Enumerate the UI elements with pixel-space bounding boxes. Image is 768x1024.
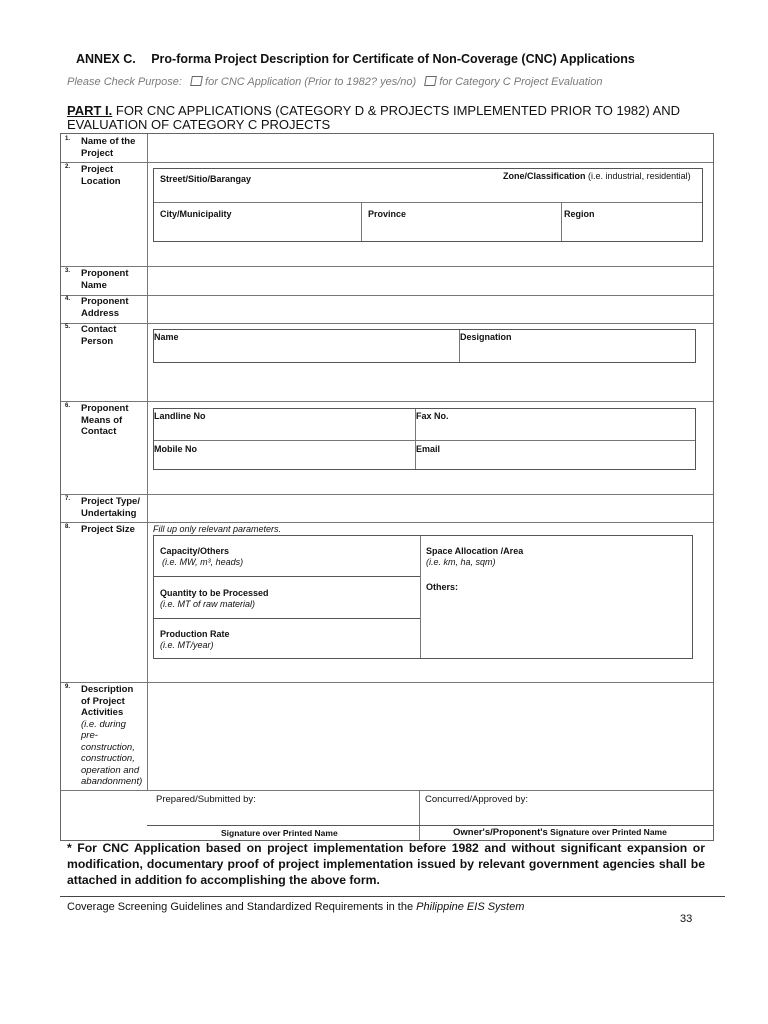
row-number: 6. (65, 403, 71, 409)
province-label: Province (368, 209, 407, 219)
prepared-by-label: Prepared/Submitted by: (156, 794, 256, 805)
row-number: 8. (65, 524, 71, 530)
region-label: Region (564, 209, 595, 219)
concurred-by-label: Concurred/Approved by: (425, 794, 528, 805)
label-means-text: Proponent Means of Contact (81, 403, 129, 437)
landline-label: Landline No (154, 411, 206, 421)
label-project-size: Project Size (81, 524, 135, 535)
contact-name-label: Name (154, 332, 179, 342)
size-divider (154, 576, 420, 577)
label-description-text: Description of Project Activities (81, 684, 134, 718)
footer-text-italic: Philippine EIS System (416, 901, 525, 913)
production-hint: (i.e. MT/year) (160, 640, 214, 650)
designation-label: Designation (460, 332, 512, 342)
purpose-option-cnc: for CNC Application (Prior to 1982? yes/no) (205, 76, 417, 88)
annex-title: Pro-forma Project Description for Certificate of Non-Coverage (CNC) Applications (151, 52, 635, 66)
proponent-address-field[interactable] (149, 296, 711, 322)
size-box (153, 535, 693, 659)
row-number: 4. (65, 296, 71, 302)
fax-label: Fax No. (416, 411, 449, 421)
quantity-hint: (i.e. MT of raw material) (160, 599, 256, 609)
location-divider (561, 202, 562, 241)
part-text: FOR CNC APPLICATIONS (CATEGORY D & PROJECTS IMPLEMENTED PRIOR TO 1982) AND EVALUATION OF CATEGORY C PROJECTS (67, 103, 681, 132)
size-divider (420, 536, 421, 658)
label-proponent-address: Proponent Address (81, 296, 129, 319)
footer-text (67, 901, 524, 913)
row-number: 2. (65, 164, 71, 170)
proponent-name-field[interactable] (149, 267, 711, 294)
signature-right-suffix: Signature over Printed Name (547, 827, 667, 837)
capacity-hint: (i.e. MW, m³, heads) (162, 557, 244, 567)
signature-left-caption: Signature over Printed Name (221, 828, 338, 838)
owner-proponent-label: Owner's/Proponent's (453, 827, 548, 838)
document-title (76, 52, 635, 66)
zone-label (503, 171, 691, 181)
signature-divider (419, 791, 420, 840)
part-heading (67, 104, 717, 132)
row-divider (61, 401, 713, 402)
row-number: 9. (65, 684, 71, 690)
location-divider (361, 202, 362, 241)
purpose-option-category-c: for Category C Project Evaluation (439, 76, 603, 88)
row-number: 1. (65, 136, 71, 142)
production-label: Production Rate (160, 629, 230, 639)
mobile-label: Mobile No (154, 444, 197, 454)
others-label: Others: (426, 582, 459, 592)
row-number: 7. (65, 496, 71, 502)
row-number: 3. (65, 268, 71, 274)
space-hint: (i.e. km, ha, sqm) (426, 557, 496, 567)
project-description-form (60, 133, 714, 841)
capacity-label: Capacity/Others (160, 546, 230, 556)
part-label: PART I. (67, 103, 113, 118)
means-box (153, 408, 696, 470)
label-means-of-contact (81, 403, 141, 438)
label-column-divider (147, 134, 148, 791)
row-number: 5. (65, 324, 71, 330)
means-divider (154, 440, 695, 441)
zone-label-text: Zone/Classification (503, 171, 586, 181)
project-name-field[interactable] (149, 135, 711, 161)
row-divider (61, 323, 713, 324)
concurred-signature-field[interactable] (423, 792, 711, 824)
row-divider (61, 162, 713, 163)
street-label: Street/Sitio/Barangay (160, 174, 252, 184)
signature-right-caption (453, 827, 667, 838)
footer-rule (60, 896, 725, 897)
footnote: * For CNC Application based on project implementation before 1982 and without significant expansion or modification, documentary proof of project implementation issued by relevant government agencies shall be attached in addition fo accomplishing the above form. (67, 841, 705, 887)
size-instruction: Fill up only relevant parameters. (153, 524, 282, 534)
label-contact-person: Contact Person (81, 324, 117, 347)
label-project-location: Project Location (81, 164, 121, 187)
signature-line (147, 825, 713, 826)
project-type-field[interactable] (149, 495, 711, 521)
category-c-checkbox[interactable] (424, 76, 437, 86)
description-field[interactable] (149, 683, 711, 789)
row-divider (61, 790, 713, 791)
annex-label: ANNEX C. (76, 52, 136, 66)
purpose-line (67, 76, 602, 88)
cnc-application-checkbox[interactable] (190, 76, 203, 86)
purpose-prefix: Please Check Purpose: (67, 76, 182, 88)
email-label: Email (416, 444, 441, 454)
page-number: 33 (680, 913, 693, 925)
location-divider (154, 202, 702, 203)
zone-hint: (i.e. industrial, residential) (588, 171, 691, 181)
label-project-type: Project Type/ Undertaking (81, 496, 140, 519)
label-proponent-name: Proponent Name (81, 268, 129, 291)
prepared-signature-field[interactable] (149, 792, 417, 824)
label-description (81, 684, 143, 788)
space-label: Space Allocation /Area (426, 546, 524, 556)
description-hint: (i.e. during pre-construction, construction, operation and abandonment) (81, 718, 143, 787)
city-label: City/Municipality (160, 209, 232, 219)
location-box (153, 168, 703, 242)
footer-text-main: Coverage Screening Guidelines and Standardized Requirements in the (67, 901, 417, 913)
label-project-name: Name of the Project (81, 136, 136, 159)
size-divider (154, 618, 420, 619)
quantity-label: Quantity to be Processed (160, 588, 269, 598)
row-divider (61, 522, 713, 523)
contact-box (153, 329, 696, 363)
